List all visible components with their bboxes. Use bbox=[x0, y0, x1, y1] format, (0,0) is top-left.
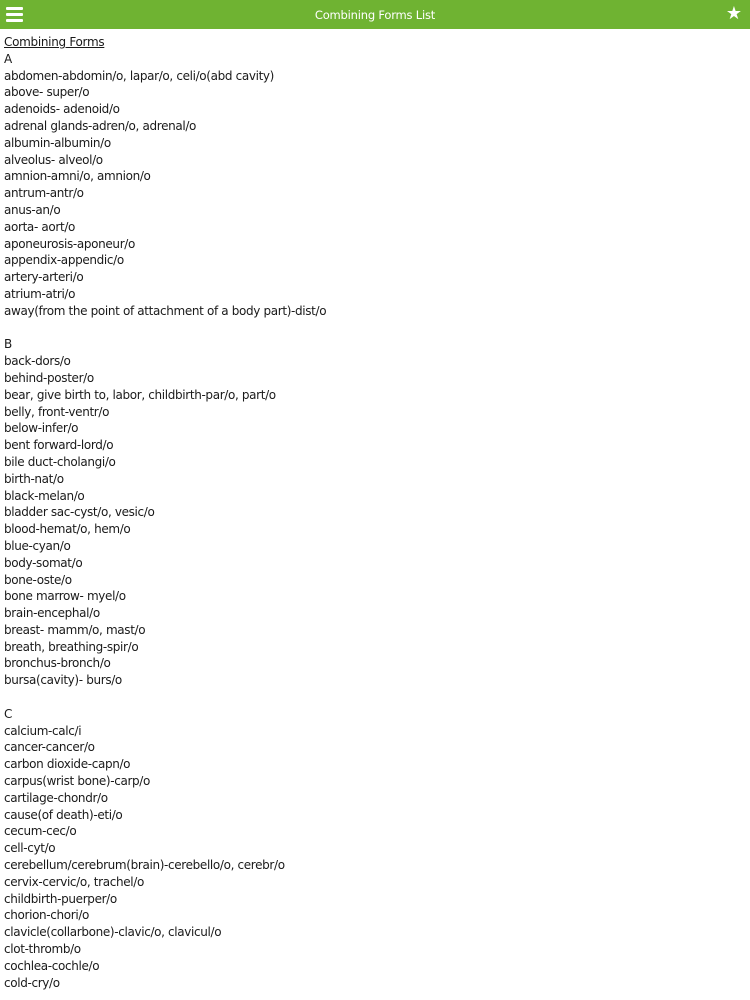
list-item: back-dors/o bbox=[4, 354, 71, 369]
list-item: alveolus- alveol/o bbox=[4, 152, 103, 167]
list-item: bursa(cavity)- burs/o bbox=[4, 673, 122, 688]
list-item: cause(of death)-eti/o bbox=[4, 807, 123, 822]
list-item: above- super/o bbox=[4, 85, 90, 100]
list-item: cochlea-cochle/o bbox=[4, 958, 100, 973]
list-item: breath, breathing-spir/o bbox=[4, 639, 139, 654]
list-item: breast- mamm/o, mast/o bbox=[4, 622, 146, 637]
list-item: below-infer/o bbox=[4, 421, 79, 436]
menu-bar-line bbox=[6, 7, 23, 10]
list-item: black-melan/o bbox=[4, 488, 85, 503]
combining-forms-list bbox=[4, 34, 746, 991]
list-item: cartilage-chondr/o bbox=[4, 790, 108, 805]
list-item: body-somat/o bbox=[4, 555, 83, 570]
list-item: chorion-chori/o bbox=[4, 908, 90, 923]
list-item: bent forward-lord/o bbox=[4, 438, 114, 453]
list-item: aponeurosis-aponeur/o bbox=[4, 236, 135, 251]
section-letter: C bbox=[4, 706, 13, 721]
menu-bar-line bbox=[6, 19, 23, 22]
section-spacer bbox=[4, 320, 746, 337]
list-item: albumin-albumin/o bbox=[4, 135, 111, 150]
star-icon[interactable]: ★ bbox=[725, 3, 743, 24]
list-item: bronchus-bronch/o bbox=[4, 656, 111, 671]
list-item: bear, give birth to, labor, childbirth-par/o, part/o bbox=[4, 387, 276, 402]
list-heading: Combining Forms bbox=[4, 35, 105, 49]
entry-list bbox=[4, 353, 746, 689]
list-item: cervix-cervic/o, trachel/o bbox=[4, 874, 144, 889]
list-item: childbirth-puerper/o bbox=[4, 891, 117, 906]
list-item: cecum-cec/o bbox=[4, 824, 77, 839]
list-item: bone-oste/o bbox=[4, 572, 72, 587]
letter-section bbox=[4, 336, 746, 706]
list-item: clavicle(collarbone)-clavic/o, clavicul/o bbox=[4, 925, 222, 940]
list-item: cancer-cancer/o bbox=[4, 740, 95, 755]
list-item: appendix-appendic/o bbox=[4, 253, 124, 268]
list-item: cold-cry/o bbox=[4, 975, 60, 990]
letter-section bbox=[4, 706, 746, 992]
list-item: cerebellum/cerebrum(brain)-cerebello/o, cerebr/o bbox=[4, 858, 285, 873]
list-item: adrenal glands-adren/o, adrenal/o bbox=[4, 118, 197, 133]
list-item: belly, front-ventr/o bbox=[4, 404, 110, 419]
list-item: birth-nat/o bbox=[4, 471, 64, 486]
entry-list bbox=[4, 723, 746, 992]
menu-bar-line bbox=[6, 13, 23, 16]
list-item: carbon dioxide-capn/o bbox=[4, 757, 131, 772]
list-item: calcium-calc/i bbox=[4, 723, 82, 738]
letter-section bbox=[4, 51, 746, 337]
section-letter: B bbox=[4, 337, 12, 352]
list-item: cell-cyt/o bbox=[4, 841, 56, 856]
list-item: bile duct-cholangi/o bbox=[4, 454, 116, 469]
list-item: adenoids- adenoid/o bbox=[4, 102, 120, 117]
list-item: blue-cyan/o bbox=[4, 538, 71, 553]
list-item: away(from the point of attachment of a body part)-dist/o bbox=[4, 303, 327, 318]
app-bar bbox=[0, 0, 750, 29]
list-item: clot-thromb/o bbox=[4, 942, 81, 957]
list-item: blood-hemat/o, hem/o bbox=[4, 522, 131, 537]
list-item: bone marrow- myel/o bbox=[4, 589, 126, 604]
entry-list bbox=[4, 68, 746, 320]
list-item: carpus(wrist bone)-carp/o bbox=[4, 774, 150, 789]
list-item: anus-an/o bbox=[4, 202, 61, 217]
section-letter: A bbox=[4, 51, 12, 66]
list-item: artery-arteri/o bbox=[4, 270, 84, 285]
list-item: behind-poster/o bbox=[4, 370, 94, 385]
list-item: bladder sac-cyst/o, vesic/o bbox=[4, 505, 155, 520]
list-item: atrium-atri/o bbox=[4, 286, 76, 301]
section-spacer bbox=[4, 689, 746, 706]
list-item: antrum-antr/o bbox=[4, 186, 84, 201]
sections-container bbox=[4, 51, 746, 992]
list-item: abdomen-abdomin/o, lapar/o, celi/o(abd cavity) bbox=[4, 68, 275, 83]
list-item: brain-encephal/o bbox=[4, 606, 100, 621]
page-title: Combining Forms List bbox=[314, 7, 436, 22]
list-item: aorta- aort/o bbox=[4, 219, 76, 234]
list-item: amnion-amni/o, amnion/o bbox=[4, 169, 151, 184]
hamburger-menu-icon[interactable] bbox=[6, 7, 23, 22]
